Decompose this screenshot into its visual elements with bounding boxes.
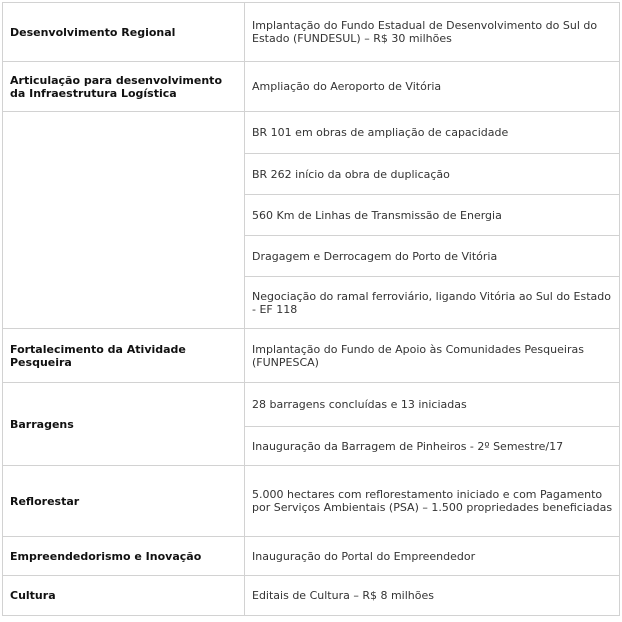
category-label: Cultura [10, 589, 56, 602]
item-cell [244, 194, 620, 236]
item-text: Editais de Cultura – R$ 8 milhões [252, 589, 434, 602]
item-cell [244, 235, 620, 277]
item-text: Inauguração da Barragem de Pinheiros - 2º Semestre/17 [252, 439, 564, 453]
category-label: Desenvolvimento Regional [10, 25, 176, 39]
item-text: Implantação do Fundo Estadual de Desenvolvimento do Sul do Estado (FUNDESUL) – R$ 30 milhões [252, 19, 598, 45]
category-cell [2, 382, 246, 466]
item-cell [244, 153, 620, 195]
category-label: Fortalecimento da Atividade Pesqueira [10, 342, 186, 369]
item-text: 560 Km de Linhas de Transmissão de Energia [252, 208, 502, 222]
category-cell [2, 465, 246, 537]
category-cell [2, 575, 246, 616]
category-cell [2, 328, 246, 383]
category-label: Articulação para desenvolvimento da Infraestrutura Logística [10, 73, 222, 100]
category-label: Barragens [10, 417, 74, 431]
item-cell [244, 382, 620, 427]
category-cell [2, 111, 246, 329]
item-cell [244, 536, 620, 576]
category-label: Empreendedorismo e Inovação [10, 549, 202, 563]
item-cell [244, 2, 620, 62]
item-cell [244, 328, 620, 383]
category-label: Reflorestar [10, 494, 80, 508]
item-text: Inauguração do Portal do Empreendedor [252, 549, 476, 563]
item-cell [244, 465, 620, 537]
item-cell [244, 61, 620, 112]
item-text: Ampliação do Aeroporto de Vitória [252, 80, 442, 93]
item-text: Dragagem e Derrocagem do Porto de Vitória [252, 249, 498, 263]
item-cell [244, 426, 620, 466]
category-cell [2, 536, 246, 576]
item-cell [244, 111, 620, 154]
item-cell [244, 575, 620, 616]
item-text: BR 101 em obras de ampliação de capacidade [252, 126, 509, 139]
item-text: BR 262 início da obra de duplicação [252, 167, 450, 181]
item-cell [244, 276, 620, 329]
item-text: Implantação do Fundo de Apoio às Comunidades Pesqueiras (FUNPESCA) [252, 342, 584, 369]
item-text: 5.000 hectares com reflorestamento iniciado e com Pagamento por Serviços Ambientais (PSA) – 1.500 propriedades beneficiadas [252, 488, 613, 514]
category-cell [2, 61, 246, 112]
item-text: Negociação do ramal ferroviário, ligando Vitória ao Sul do Estado - EF 118 [252, 289, 611, 316]
item-text: 28 barragens concluídas e 13 iniciadas [252, 398, 467, 411]
category-cell [2, 2, 246, 62]
